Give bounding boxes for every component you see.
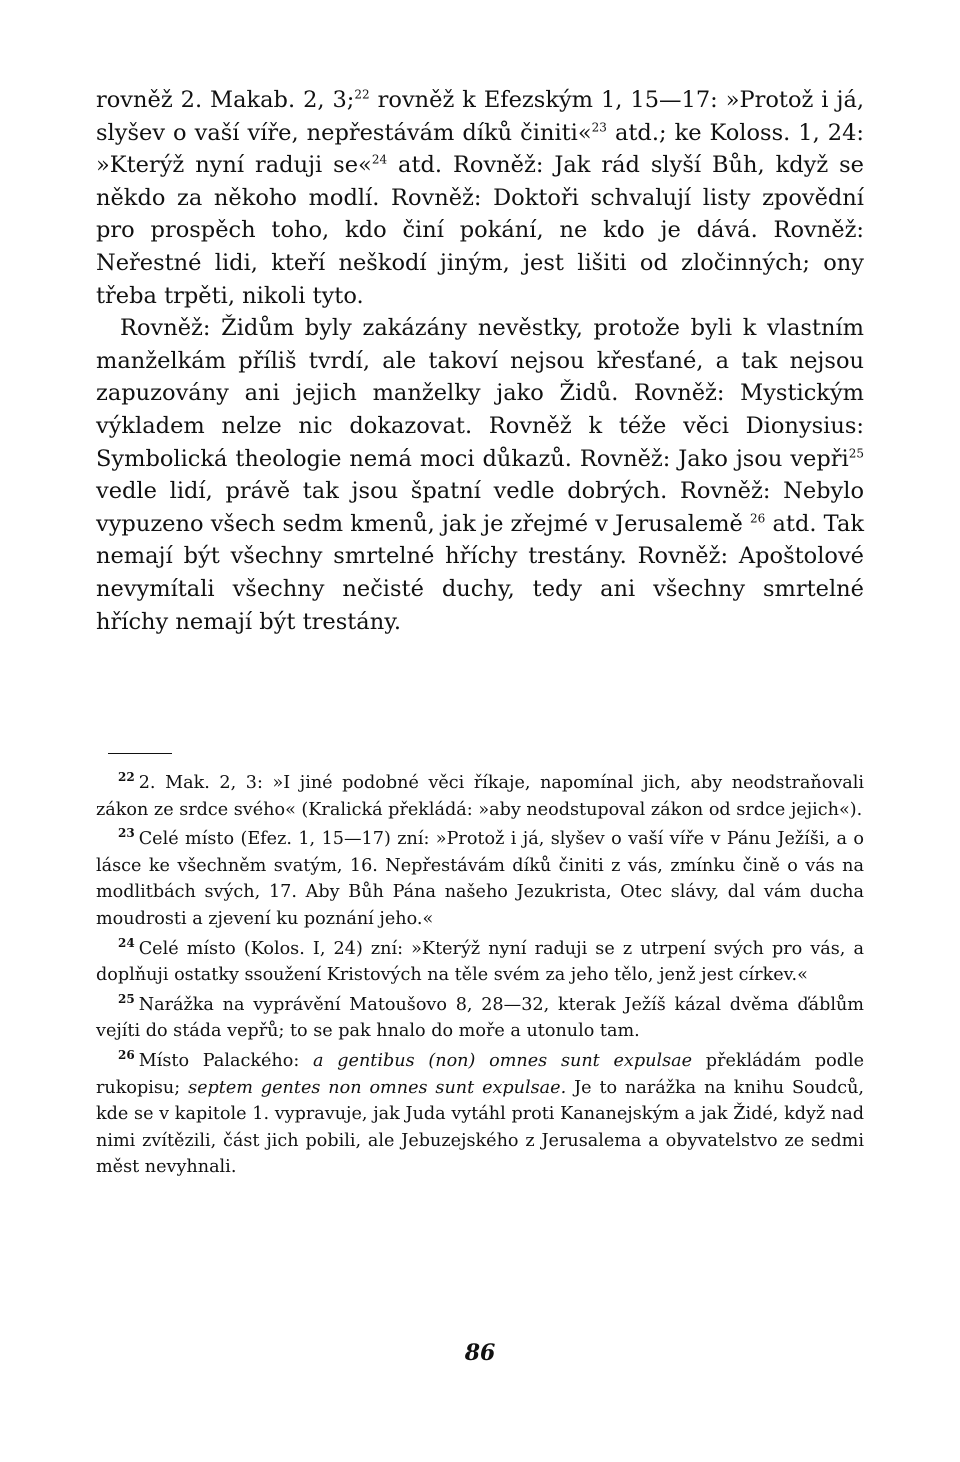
text-run: rovněž k Efezským 1, 15—17: »Protož i já, slyšev o vaší víře, nepřestávám díků činiti« [96,87,865,146]
footnote-22 [96,770,864,823]
footnote-text: Narážka na vyprávění Matoušovo 8, 28—32, kterak Ježíš kázal dvěma ďáblům vejíti do stáda vepřů; to se pak hnalo do moře a utonulo tam. [96,994,864,1042]
text-run: rovněž 2. Makab. 2, 3; [96,87,355,113]
footnote-divider [108,753,172,754]
page-body [96,84,864,638]
footnote-ref: 23 [591,120,607,135]
text-run: atd. Tak nemají být všechny smrtelné hříchy trestány. Rovněž: Apoštolové nevymítali všechny nečisté duchy, tedy ani všechny smrtelné hříchy nemají být trestány. [96,510,864,635]
footnote-ref: 22 [354,87,370,102]
footnote-text: 2. Mak. 2, 3: »I jiné podobné věci říkaje, napomínal jich, aby neodstraňovali zákon ze srdce svého« (Kralická překládá: »aby neodstupoval zákon od srdce jejich«). [96,773,864,820]
text-run: atd.; ke Koloss. 1, 24: »Kterýž nyní raduji se« [96,119,864,179]
footnote-24 [96,936,864,989]
paragraph-1 [96,84,864,312]
footnote-ref: 25 [848,446,864,461]
footnote-number: 26 [118,1048,135,1063]
footnotes [96,770,864,1184]
footnote-text: překládám podle rukopisu; [96,1050,865,1098]
footnote-26 [96,1048,864,1181]
page-number: 86 [464,1340,496,1366]
footnote-25 [96,992,864,1045]
latin-quote: septem gentes non omnes sunt expulsae. [188,1077,567,1098]
footnote-number: 24 [118,935,135,950]
footnote-text: Celé místo (Kolos. I, 24) zní: »Kterýž nyní raduji se z utrpení svých pro vás, a doplňuji ostatky ssoužení Kristových na těle svém za jeho tělo, jenž jest církev.« [96,938,864,986]
text-run: atd. Rovněž: Jak rád slyší Bůh, když se někdo za někoho modlí. Rovněž: Doktoři schvalují listy zpovědní pro prospěch toho, kdo činí pokání, ne kdo je dává. Rovněž: Neřestné lidi, kteří neškodí jiným, jest lišiti od zločinných; ony třeba trpěti, nikoli tyto. [96,152,864,309]
footnote-text: Je to narážka na knihu Soudců, kde se v kapitole 1. vypravuje, jak Juda vytáhl proti Kananejským a jak Židé, když nad nimi zvítězili, část jich pobili, ale Jebuzejského z Jerusalema a obyvatelstvo ze sedmi měst nevyhnali. [96,1077,865,1178]
footnote-number: 22 [118,770,135,785]
text-run: vedle lidí, právě tak jsou špatní vedle dobrých. Rovněž: Nebylo vypuzeno všech sedm kmenů, jak je zřejmé v Jerusalemě [96,478,864,537]
footnote-ref: 26 [750,511,766,526]
footnote-number: 25 [118,991,135,1006]
footnote-text: Celé místo (Efez. 1, 15—17) zní: »Protož i já, slyšev o vaší víře v Pánu Ježíši, a o lásce ke všechněm svatým, 16. Nepřestávám díků činiti z vás, zmínku čině o vás na modlitbách svých, 17. Aby Bůh Pána našeho Jezukrista, Otec slávy, dal vám ducha moudrosti a zjevení ku poznání jeho.« [96,829,864,929]
footnote-23 [96,826,864,932]
footnote-number: 23 [118,826,135,841]
footnote-ref: 24 [371,152,388,167]
text-run: Rovněž: Židům byly zakázány nevěstky, protože byli k vlastním manželkám příliš tvrdí, ale takoví nejsou křesťané, a tak nejsou zapuzovány ani jejich manželky jako Židů. Rovněž: Mystickým výkladem nelze nic dokazovat. Rovněž k téže věci Dionysius: Symbolická theologie nemá moci důkazů. Rovněž: Jako jsou vepři [96,315,864,472]
latin-quote: a gentibus (non) omnes sunt expulsae [313,1050,692,1071]
footnote-text: Místo Palackého: [138,1050,314,1071]
paragraph-2 [96,312,864,638]
main-text [96,84,864,638]
